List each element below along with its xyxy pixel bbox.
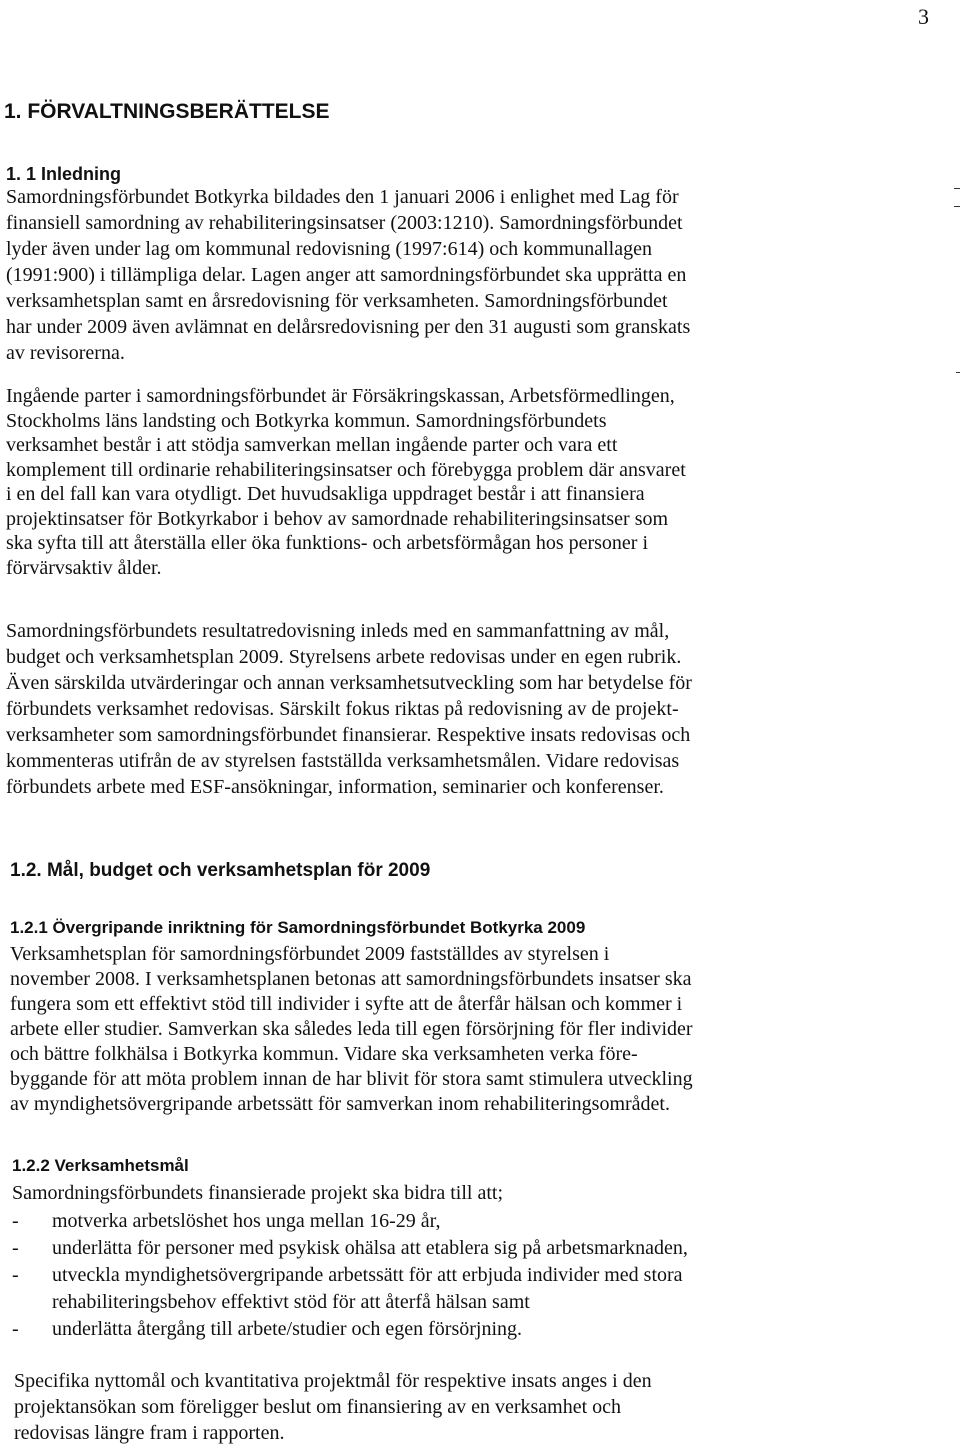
paragraph-line: (1991:900) i tillämpliga delar. Lagen anger att samordningsförbundet ska upprätta en — [6, 264, 687, 286]
paragraph-line: verksamhet består i att stödja samverkan mellan ingående parter och vara ett — [6, 434, 618, 456]
list-item-text: utveckla myndighetsövergripande arbetssätt för att erbjuda individer med stora — [52, 1264, 683, 1286]
paragraph-line: november 2008. I verksamhetsplanen betonas att samordningsförbundets insatser ska — [10, 968, 692, 990]
subsection-heading-mal-budget: 1.2. Mål, budget och verksamhetsplan för 2009 — [10, 860, 431, 881]
list-item-text: underlätta för personer med psykisk ohälsa att etablera sig på arbetsmarknaden, — [52, 1237, 688, 1259]
paragraph-line: arbete eller studier. Samverkan ska således leda till egen försörjning för fler individer — [10, 1018, 693, 1040]
subsection-heading-inledning: 1. 1 Inledning — [6, 164, 122, 184]
paragraph-line: Samordningsförbundets resultatredovisning inleds med en sammanfattning av mål, — [6, 620, 670, 642]
paragraph-line: finansiell samordning av rehabiliteringsinsatser (2003:1210). Samordningsförbundet — [6, 212, 683, 234]
list-item — [12, 1316, 688, 1343]
list-item-text: underlätta återgång till arbete/studier och egen försörjning. — [52, 1318, 523, 1340]
intro-paragraph-2 — [6, 384, 686, 580]
paragraph-line: förbundets arbete med ESF-ansökningar, information, seminarier och konferenser. — [6, 776, 664, 798]
paragraph-line: komplement till ordinarie rehabiliteringsinsatser och förebygga problem där ansvaret — [6, 458, 686, 481]
paragraph-line: och bättre folkhälsa i Botkyrka kommun. Vidare ska verksamheten verka före- — [10, 1043, 638, 1065]
paragraph-line: Verksamhetsplan för samordningsförbundet 2009 fastställdes av styrelsen i — [10, 943, 610, 965]
list-item — [12, 1208, 688, 1235]
paragraph-line: Även särskilda utvärderingar och annan verksamhetsutveckling som har betydelse för — [6, 672, 692, 694]
paragraph-line: Samordningsförbundet Botkyrka bildades den 1 januari 2006 i enlighet med Lag för — [6, 186, 679, 208]
list-item — [12, 1262, 688, 1316]
intro-paragraph-1 — [6, 184, 690, 366]
paragraph-line: kommenteras utifrån de av styrelsen fastställda verksamhetsmålen. Vidare redovisas — [6, 750, 680, 772]
subsection-heading-verksamhetsmal: 1.2.2 Verksamhetsmål — [12, 1156, 189, 1175]
paragraph-line: lyder även under lag om kommunal redovisning (1997:614) och kommunallagen — [6, 238, 652, 260]
page-number: 3 — [918, 4, 929, 29]
paragraph-line: Stockholms läns landsting och Botkyrka kommun. Samordningsförbundets — [6, 409, 607, 432]
dash-bullet: - — [12, 1318, 19, 1340]
scan-mark — [954, 206, 960, 207]
paragraph-line: Specifika nyttomål och kvantitativa projektmål för respektive insats anges i den — [14, 1370, 652, 1392]
paragraph-line: ska syfta till att återställa eller öka funktions- och arbetsförmågan hos personer i — [6, 532, 649, 554]
paragraph-line: projektinsatser för Botkyrkabor i behov av samordnade rehabiliteringsinsatser som — [6, 507, 669, 530]
list-item-text: motverka arbetslöshet hos unga mellan 16-29 år, — [52, 1210, 441, 1232]
paragraph-overgripande-inriktning — [10, 942, 693, 1117]
closing-paragraph — [14, 1368, 652, 1446]
paragraph-line: Samordningsförbundets finansierade projekt ska bidra till att; — [12, 1182, 503, 1204]
paragraph-line: byggande för att möta problem innan de har blivit för stora samt stimulera utveckling — [10, 1068, 693, 1090]
dash-bullet: - — [12, 1237, 19, 1259]
dash-bullet: - — [12, 1264, 19, 1286]
paragraph-line: av myndighetsövergripande arbetssätt för samverkan inom rehabiliteringsområdet. — [10, 1093, 670, 1115]
list-item-text: rehabiliteringsbehov effektivt stöd för att återfå hälsan samt — [52, 1291, 530, 1313]
dash-bullet: - — [12, 1210, 19, 1232]
intro-paragraph-3 — [6, 618, 692, 800]
paragraph-line: budget och verksamhetsplan 2009. Styrelsens arbete redovisas under en egen rubrik. — [6, 646, 682, 668]
goals-intro — [12, 1180, 503, 1206]
paragraph-line: redovisas längre fram i rapporten. — [14, 1422, 285, 1444]
scan-mark — [956, 372, 960, 373]
paragraph-line: av revisorerna. — [6, 342, 125, 364]
paragraph-line: Ingående parter i samordningsförbundet är Försäkringskassan, Arbetsförmedlingen, — [6, 385, 675, 407]
list-item — [12, 1235, 688, 1262]
scan-mark — [954, 188, 960, 189]
paragraph-line: i en del fall kan vara otydligt. Det huvudsakliga uppdraget består i att finansiera — [6, 483, 645, 505]
paragraph-line: förbundets verksamhet redovisas. Särskilt fokus riktas på redovisning av de projekt- — [6, 698, 679, 720]
paragraph-line: verksamhetsplan samt en årsredovisning för verksamheten. Samordningsförbundet — [6, 290, 668, 312]
section-heading-forvaltningsberattelse: 1. FÖRVALTNINGSBERÄTTELSE — [4, 100, 330, 123]
paragraph-line: har under 2009 även avlämnat en delårsredovisning per den 31 augusti som granskats — [6, 316, 691, 338]
paragraph-line: förvärvsaktiv ålder. — [6, 556, 162, 579]
paragraph-line: fungera som ett effektivt stöd till individer i syfte att de återfår hälsan och kommer i — [10, 993, 683, 1015]
subsection-heading-overgripande-inriktning: 1.2.1 Övergripande inriktning för Samordningsförbundet Botkyrka 2009 — [10, 918, 586, 937]
paragraph-line: verksamheter som samordningsförbundet finansierar. Respektive insats redovisas och — [6, 724, 691, 746]
paragraph-line: projektansökan som föreligger beslut om finansiering av en verksamhet och — [14, 1396, 622, 1418]
goals-list — [12, 1208, 688, 1343]
